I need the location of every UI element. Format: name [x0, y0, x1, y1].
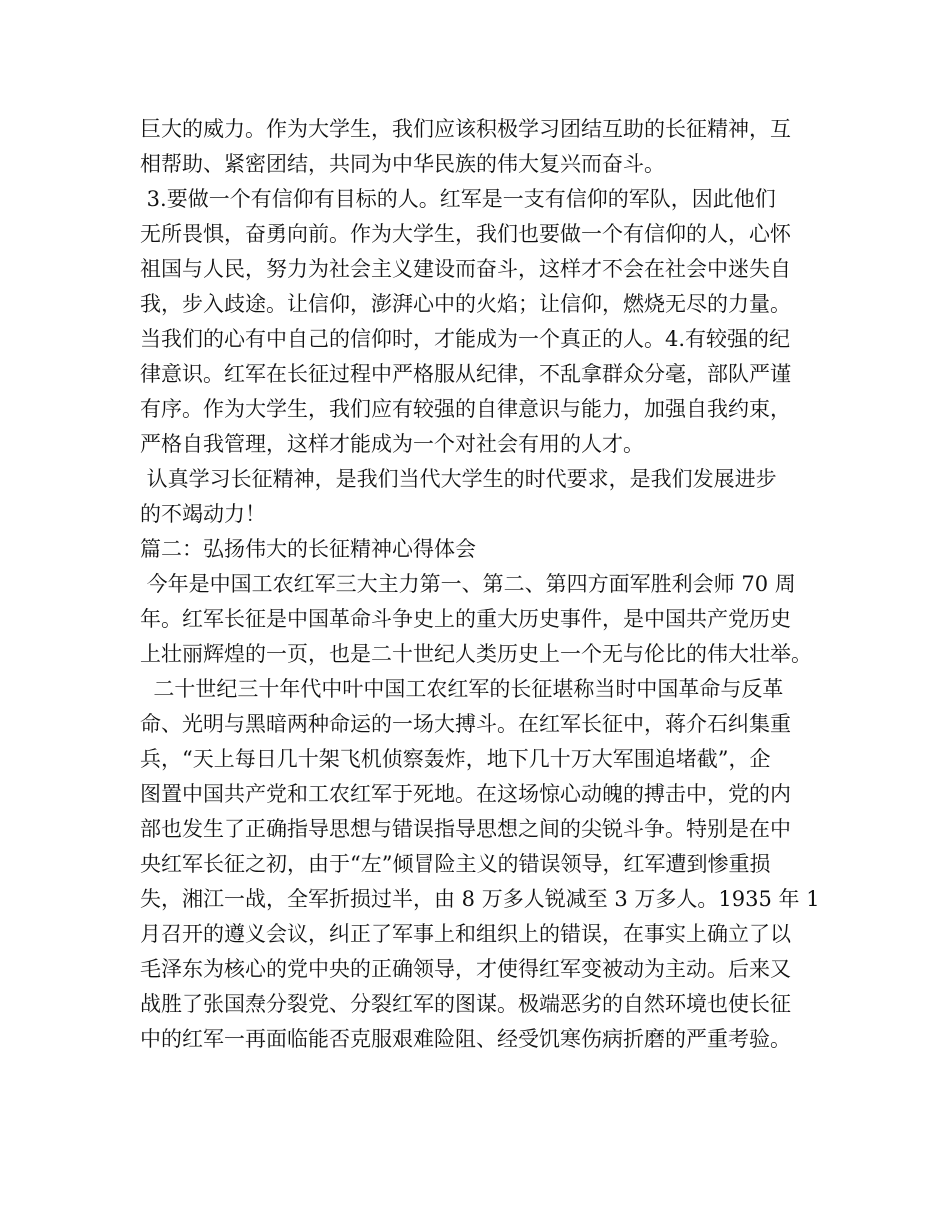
text-line: 认真学习长征精神，是我们当代大学生的时代要求，是我们发展进步: [140, 467, 777, 491]
text-line: 命、光明与黑暗两种命运的一场大搏斗。在红军长征中，蒋介石纠集重: [140, 712, 791, 736]
text-line: 战胜了张国焘分裂党、分裂红军的图谋。极端恶劣的自然环境也使长征: [140, 992, 791, 1016]
text-line: 律意识。红军在长征过程中严格服从纪律，不乱拿群众分毫，部队严谨: [140, 362, 791, 386]
text-line: 毛泽东为核心的党中央的正确领导，才使得红军变被动为主动。后来又: [140, 957, 791, 981]
text-line: 中的红军一再面临能否克服艰难险阻、经受饥寒伤病折磨的严重考验。: [140, 1027, 791, 1051]
text-line: 3.要做一个有信仰有目标的人。红军是一支有信仰的军队，因此他们: [140, 187, 776, 211]
text-line: 祖国与人民，努力为社会主义建设而奋斗，这样才不会在社会中迷失自: [140, 257, 791, 281]
text-line: 严格自我管理，这样才能成为一个对社会有用的人才。: [140, 432, 644, 456]
text-line: 兵，“天上每日几十架飞机侦察轰炸，地下几十万大军围追堵截”，企: [140, 747, 771, 771]
text-line: 月召开的遵义会议，纠正了军事上和组织上的错误，在事实上确立了以: [140, 922, 791, 946]
text-line: 今年是中国工农红军三大主力第一、第二、第四方面军胜利会师 70 周: [140, 572, 796, 596]
text-line: 二十世纪三十年代中叶中国工农红军的长征堪称当时中国革命与反革: [140, 677, 784, 701]
text-line: 我，步入歧途。让信仰，澎湃心中的火焰；让信仰，燃烧无尽的力量。: [140, 292, 791, 316]
text-line: 当我们的心有中自己的信仰时，才能成为一个真正的人。4.有较强的纪: [140, 327, 791, 351]
text-line: 上壮丽辉煌的一页，也是二十世纪人类历史上一个无与伦比的伟大壮举。: [140, 642, 812, 666]
text-line: 有序。作为大学生，我们应有较强的自律意识与能力，加强自我约束，: [140, 397, 791, 421]
text-line: 巨大的威力。作为大学生，我们应该积极学习团结互助的长征精神，互: [140, 117, 791, 141]
text-line: 无所畏惧，奋勇向前。作为大学生，我们也要做一个有信仰的人，心怀: [140, 222, 791, 246]
text-line: 央红军长征之初，由于“左”倾冒险主义的错误领导，红军遭到惨重损: [140, 852, 771, 876]
body-text: [140, 112, 824, 1057]
text-line: 年。红军长征是中国革命斗争史上的重大历史事件，是中国共产党历史: [140, 607, 791, 631]
text-line: 部也发生了正确指导思想与错误指导思想之间的尖锐斗争。特别是在中: [140, 817, 791, 841]
text-line: 图置中国共产党和工农红军于死地。在这场惊心动魄的搏击中，党的内: [140, 782, 791, 806]
text-line: 篇二：弘扬伟大的长征精神心得体会: [140, 537, 476, 561]
text-line: 的不竭动力！: [140, 502, 266, 526]
text-line: 相帮助、紧密团结，共同为中华民族的伟大复兴而奋斗。: [140, 152, 665, 176]
text-line: 失，湘江一战，全军折损过半，由 8 万多人锐减至 3 万多人。1935 年 1: [140, 887, 820, 911]
